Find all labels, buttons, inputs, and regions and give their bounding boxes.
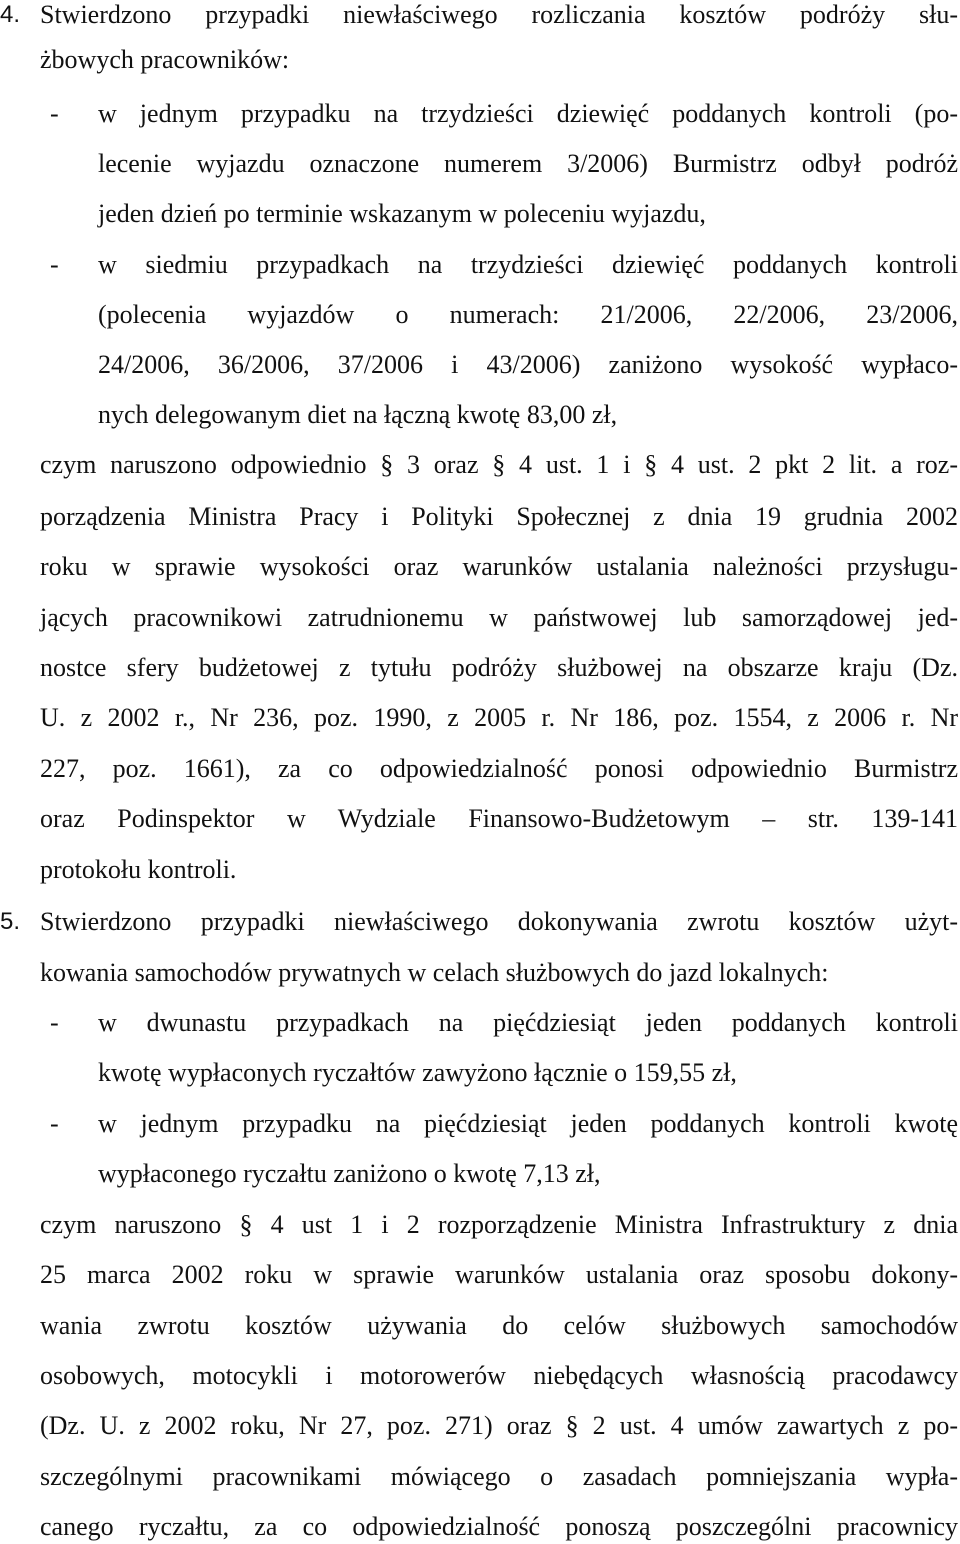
item-4-bullet-2-line-4: nych delegowanym diet na łączną kwotę 83,00 zł,	[98, 400, 618, 429]
item-4-tail-line-3: roku w sprawie wysokości oraz warunków ustalania należności przysługu-	[40, 552, 958, 581]
item-4-tail-line-9: protokołu kontroli.	[40, 855, 237, 884]
item-4-tail-line-4: jących pracownikowi zatrudnionemu w państwowej lub samorządowej jed-	[40, 603, 958, 632]
item-4-bullet-1-line-1: w jednym przypadku na trzydzieści dziewięć poddanych kontroli (po-	[98, 99, 958, 128]
item-5-bullet-1-line-2: kwotę wypłaconych ryczałtów zawyżono łącznie o 159,55 zł,	[98, 1058, 737, 1087]
item-4-bullet-2-line-2: (polecenia wyjazdów o numerach: 21/2006, 22/2006, 23/2006,	[98, 300, 958, 329]
item-4-bullet-2-line-1: w siedmiu przypadkach na trzydzieści dziewięć poddanych kontroli	[98, 250, 958, 279]
item-4-line-2: żbowych pracowników:	[40, 45, 290, 74]
item-5-number: 5.	[0, 908, 21, 935]
item-5-tail-line-7: canego ryczałtu, za co odpowiedzialność ponoszą poszczególni pracownicy	[40, 1512, 958, 1541]
item-5-tail-line-1: czym naruszono § 4 ust 1 i 2 rozporządzenie Ministra Infrastruktury z dnia	[40, 1210, 958, 1239]
item-4-tail-line-6: U. z 2002 r., Nr 236, poz. 1990, z 2005 r. Nr 186, poz. 1554, z 2006 r. Nr	[40, 703, 958, 732]
item-4-number: 4.	[0, 1, 21, 28]
item-4-bullet-1-dash: -	[50, 99, 59, 128]
item-4-tail-line-7: 227, poz. 1661), za co odpowiedzialność ponosi odpowiednio Burmistrz	[40, 754, 958, 783]
item-4-bullet-2-dash: -	[50, 250, 59, 279]
item-4-tail-line-1: czym naruszono odpowiednio § 3 oraz § 4 ust. 1 i § 4 ust. 2 pkt 2 lit. a roz-	[40, 450, 958, 479]
item-4-bullet-1-line-2: lecenie wyjazdu oznaczone numerem 3/2006) Burmistrz odbył podróż	[98, 149, 958, 178]
item-4-tail-line-5: nostce sfery budżetowej z tytułu podróży służbowej na obszarze kraju (Dz.	[40, 653, 958, 682]
item-5-tail-line-3: wania zwrotu kosztów używania do celów służbowych samochodów	[40, 1311, 958, 1340]
item-5-line-1: Stwierdzono przypadki niewłaściwego dokonywania zwrotu kosztów użyt-	[40, 907, 958, 936]
item-4-tail-line-2: porządzenia Ministra Pracy i Polityki Społecznej z dnia 19 grudnia 2002	[40, 502, 958, 531]
item-5-tail-line-5: (Dz. U. z 2002 roku, Nr 27, poz. 271) oraz § 2 ust. 4 umów zawartych z po-	[40, 1411, 958, 1440]
item-5-line-2: kowania samochodów prywatnych w celach służbowych do jazd lokalnych:	[40, 958, 829, 987]
item-5-tail-line-2: 25 marca 2002 roku w sprawie warunków ustalania oraz sposobu dokony-	[40, 1260, 958, 1289]
item-4-bullet-2-line-3: 24/2006, 36/2006, 37/2006 i 43/2006) zaniżono wysokość wypłaco-	[98, 350, 958, 379]
item-4-tail-line-8: oraz Podinspektor w Wydziale Finansowo-Budżetowym – str. 139-141	[40, 804, 958, 833]
item-4-bullet-1-line-3: jeden dzień po terminie wskazanym w poleceniu wyjazdu,	[98, 199, 706, 228]
item-5-bullet-2-line-1: w jednym przypadku na pięćdziesiąt jeden poddanych kontroli kwotę	[98, 1109, 958, 1138]
item-5-bullet-1-dash: -	[50, 1008, 59, 1037]
item-5-bullet-1-line-1: w dwunastu przypadkach na pięćdziesiąt jeden poddanych kontroli	[98, 1008, 958, 1037]
item-5-tail-line-6: szczególnymi pracownikami mówiącego o zasadach pomniejszania wypła-	[40, 1462, 958, 1491]
item-5-tail-line-4: osobowych, motocykli i motorowerów niebędących własnością pracodawcy	[40, 1361, 958, 1390]
item-5-bullet-2-dash: -	[50, 1109, 59, 1138]
item-4-line-1: Stwierdzono przypadki niewłaściwego rozliczania kosztów podróży słu-	[40, 0, 958, 29]
item-5-bullet-2-line-2: wypłaconego ryczałtu zaniżono o kwotę 7,13 zł,	[98, 1159, 601, 1188]
